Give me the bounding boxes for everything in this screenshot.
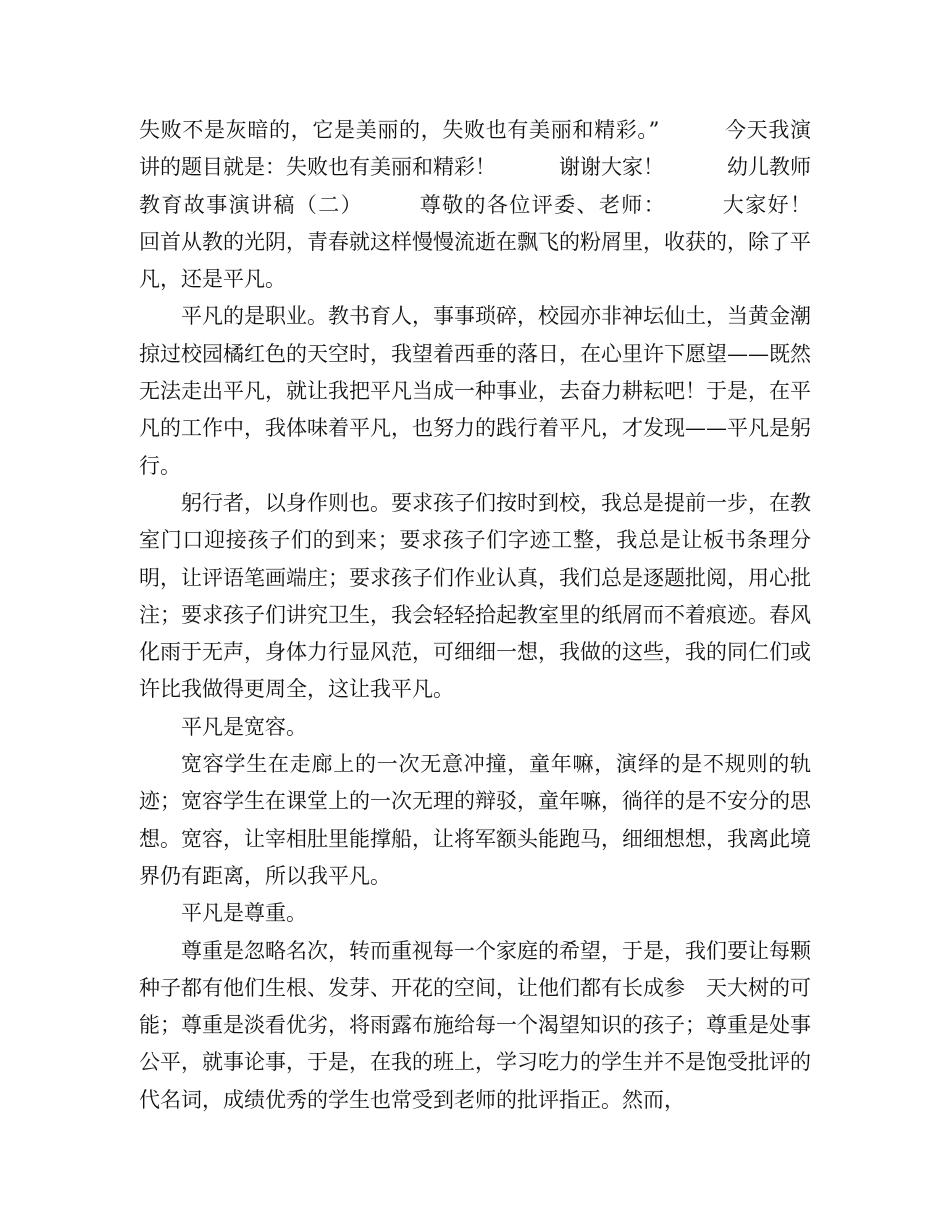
paragraph-2: 平凡的是职业。教书育人，事事琐碎，校园亦非神坛仙土，当黄金潮掠过校园橘红色的天空时，我望着西垂的落日，在心里许下愿望——既然无法走出平凡，就让我把平凡当成一种事业，去奋力耕耘吧！于是，在平凡的工作中，我体味着平凡，也努力的践行着平凡，才发现——平凡是躬行。 [139,304,811,478]
paragraph-6: 平凡是尊重。 [181,901,307,926]
document-body [139,112,874,1119]
paragraph-7: 尊重是忽略名次，转而重视每一个家庭的希望，于是，我们要让每颗种子都有他们生根、发芽、开花的空间，让他们都有长成参 天大树的可能；尊重是淡看优劣，将雨露布施给每一个渴望知识的孩子；尊重是处事公平，就事论事，于是，在我的班上，学习吃力的学生并不是饱受批评的代名词，成绩优秀的学生也常受到老师的批评指正。然而， [139,938,811,1112]
paragraph-5: 宽容学生在走廊上的一次无意冲撞，童年嘛，演绎的是不规则的轨迹；宽容学生在课堂上的一次无理的辩驳，童年嘛，徜徉的是不安分的思想。宽容，让宰相肚里能撑船，让将军额头能跑马，细细想想，我离此境界仍有距离，所以我平凡。 [139,752,811,888]
paragraph-1: 失败不是灰暗的，它是美丽的，失败也有美丽和精彩。” 今天我演讲的题目就是：失败也有美丽和精彩！ 谢谢大家！ 幼儿教师教育故事演讲稿（二） 尊敬的各位评委、老师： 大家好！ 回首从教的光阴，青春就这样慢慢流逝在飘飞的粉屑里，收获的，除了平凡，还是平凡。 [139,118,874,292]
paragraph-4: 平凡是宽容。 [181,714,307,739]
paragraph-3: 躬行者，以身作则也。要求孩子们按时到校，我总是提前一步，在教室门口迎接孩子们的到来；要求孩子们字迹工整，我总是让板书条理分明，让评语笔画端庄；要求孩子们作业认真，我们总是逐题批阅，用心批注；要求孩子们讲究卫生，我会轻轻拾起教室里的纸屑而不着痕迹。春风化雨于无声，身体力行显风范，可细细一想，我做的这些，我的同仁们或许比我做得更周全，这让我平凡。 [139,490,811,702]
